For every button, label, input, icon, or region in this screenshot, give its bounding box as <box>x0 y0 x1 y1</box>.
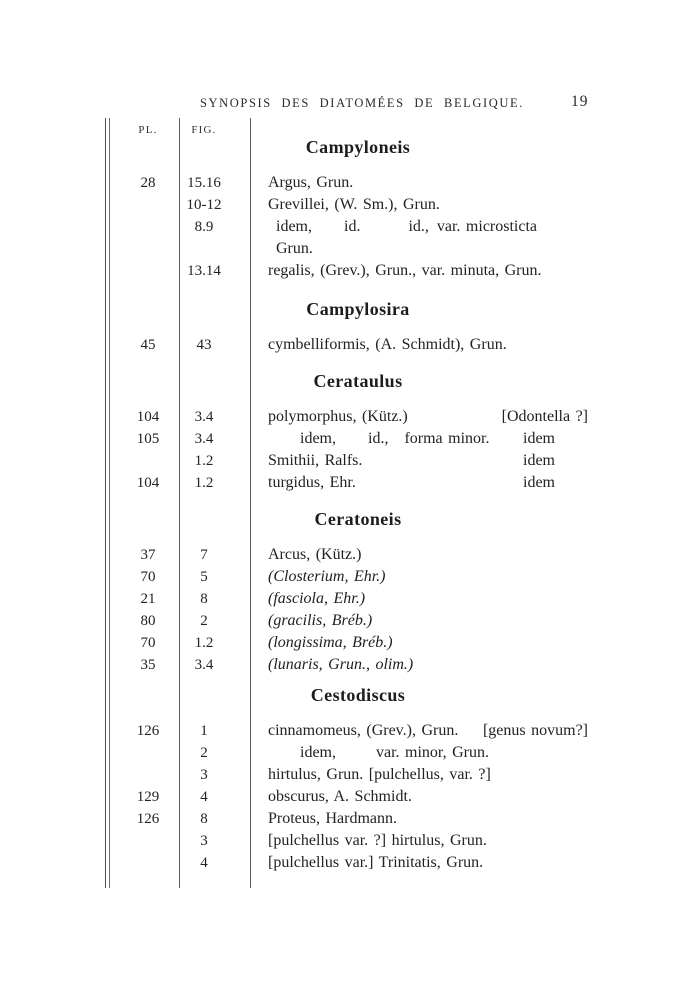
pl-cell: 126 <box>136 723 160 739</box>
table-row <box>105 194 588 216</box>
species-name: Grevillei, (W. Sm.), Grun. <box>268 196 440 213</box>
pl-cell: 70 <box>140 569 156 585</box>
pl-cell <box>105 194 179 216</box>
pl-cell: 70 <box>140 635 156 651</box>
section-cestodiscus <box>105 684 588 874</box>
pl-cell <box>105 450 179 472</box>
species-name: (Closterium, Ehr.) <box>268 568 386 585</box>
pl-cell: 35 <box>140 657 156 673</box>
species-name: idem, id. id., var. microsticta <box>268 218 538 235</box>
pl-cell <box>105 216 179 260</box>
table-row <box>105 786 588 808</box>
species-name: hirtulus, Grun. [pulchellus, var. ?] <box>268 766 491 783</box>
species-name: regalis, (Grev.), Grun., var. minuta, Grun. <box>268 262 542 279</box>
pl-cell: 80 <box>140 613 156 629</box>
fig-cell: 4 <box>200 789 208 805</box>
table-row <box>105 216 588 260</box>
genus-heading: Campyloneis <box>305 137 411 157</box>
fig-cell: 8 <box>200 811 208 827</box>
table-row <box>105 654 588 676</box>
species-cell <box>250 808 588 830</box>
species-name: idem, id., forma minor. <box>268 430 490 447</box>
fig-cell: 1.2 <box>194 635 214 651</box>
table-row <box>105 742 588 764</box>
pl-cell <box>105 764 179 786</box>
genus-heading: Cestodiscus <box>310 685 406 705</box>
species-name: Argus, Grun. <box>268 174 354 191</box>
fig-cell: 3 <box>200 767 208 783</box>
pl-cell <box>105 852 179 874</box>
pl-cell: 129 <box>136 789 160 805</box>
species-cell <box>250 720 588 742</box>
species-name: (lunaris, Grun., olim.) <box>268 656 414 673</box>
section-campylosira <box>105 298 588 356</box>
species-name: obscurus, A. Schmidt. <box>268 788 412 805</box>
species-name: Smithii, Ralfs. <box>268 452 363 469</box>
cross-reference: [genus novum?] <box>482 722 588 739</box>
pl-cell <box>105 260 179 282</box>
fig-cell: 3.4 <box>194 657 214 673</box>
table-row <box>105 852 588 874</box>
species-cell <box>250 334 588 356</box>
cross-reference: [Odontella ?] <box>501 408 588 425</box>
table-row <box>105 764 588 786</box>
fig-cell: 3 <box>200 833 208 849</box>
pl-cell: 104 <box>136 409 160 425</box>
species-name: polymorphus, (Kütz.) <box>268 408 408 425</box>
fig-cell: 8 <box>200 591 208 607</box>
table-row <box>105 450 588 472</box>
fig-cell: 8.9 <box>194 219 214 235</box>
species-name: (gracilis, Bréb.) <box>268 612 373 629</box>
pl-cell <box>105 742 179 764</box>
species-cell <box>250 194 588 216</box>
species-cell <box>250 588 588 610</box>
species-name: Proteus, Hardmann. <box>268 810 398 827</box>
species-cell <box>250 428 588 450</box>
fig-cell: 3.4 <box>194 431 214 447</box>
fig-cell: 1 <box>200 723 208 739</box>
species-cell <box>250 852 588 874</box>
species-cell <box>250 632 588 654</box>
cross-reference: idem <box>523 474 555 491</box>
column-header-pl: PL. <box>138 124 158 136</box>
fig-cell: 2 <box>200 745 208 761</box>
fig-cell: 4 <box>200 855 208 871</box>
species-cell <box>250 610 588 632</box>
cross-reference: idem <box>523 430 555 447</box>
table-row <box>105 566 588 588</box>
table-row <box>105 260 588 282</box>
fig-cell: 10-12 <box>186 197 222 213</box>
species-cell <box>250 764 588 786</box>
species-name: (fasciola, Ehr.) <box>268 590 366 607</box>
table-row <box>105 406 588 428</box>
species-cell <box>250 742 588 764</box>
pl-cell: 105 <box>136 431 160 447</box>
table-row <box>105 588 588 610</box>
genus-heading: Cerataulus <box>313 371 403 391</box>
table-row <box>105 172 588 194</box>
table-row <box>105 720 588 742</box>
pl-cell <box>105 830 179 852</box>
species-cell <box>250 830 588 852</box>
fig-cell: 5 <box>200 569 208 585</box>
section-cerataulus <box>105 370 588 494</box>
table-row <box>105 808 588 830</box>
fig-cell: 7 <box>200 547 208 563</box>
table-row <box>105 632 588 654</box>
pl-cell: 21 <box>140 591 156 607</box>
cross-reference: idem <box>523 452 555 469</box>
species-name: [pulchellus var.] Trinitatis, Grun. <box>268 854 484 871</box>
fig-cell: 43 <box>196 337 212 353</box>
fig-cell: 3.4 <box>194 409 214 425</box>
section-campyloneis <box>105 136 588 282</box>
species-name: (longissima, Bréb.) <box>268 634 393 651</box>
column-headers <box>105 124 250 136</box>
column-header-fig: FIG. <box>191 124 217 136</box>
species-cell <box>250 260 588 282</box>
genus-heading: Campylosira <box>306 299 410 319</box>
species-cell <box>250 566 588 588</box>
fig-cell: 1.2 <box>194 453 214 469</box>
genus-heading: Ceratoneis <box>314 509 402 529</box>
fig-cell: 2 <box>200 613 208 629</box>
pl-cell: 37 <box>140 547 156 563</box>
pl-cell: 104 <box>136 475 160 491</box>
section-ceratoneis <box>105 508 588 676</box>
running-head: SYNOPSIS DES DIATOMÉES DE BELGIQUE. <box>199 96 525 110</box>
fig-cell: 1.2 <box>194 475 214 491</box>
pl-cell: 126 <box>136 811 160 827</box>
table-row <box>105 334 588 356</box>
table-row <box>105 830 588 852</box>
table-row <box>105 610 588 632</box>
species-name: cymbelliformis, (A. Schmidt), Grun. <box>268 336 507 353</box>
fig-cell: 15.16 <box>187 175 221 191</box>
fig-cell: 13.14 <box>187 263 221 279</box>
table-row <box>105 544 588 566</box>
species-name: Arcus, (Kütz.) <box>268 546 362 563</box>
species-name: turgidus, Ehr. <box>268 474 356 491</box>
species-cell <box>250 544 588 566</box>
species-name: [pulchellus var. ?] hirtulus, Grun. <box>268 832 487 849</box>
pl-cell: 28 <box>140 175 156 191</box>
species-cell <box>250 654 588 676</box>
species-cell <box>250 786 588 808</box>
species-cell <box>250 472 588 494</box>
table-row <box>105 428 588 450</box>
pl-cell: 45 <box>140 337 156 353</box>
species-name-continuation: Grun. <box>268 240 313 257</box>
table-row <box>105 472 588 494</box>
species-cell <box>250 406 588 428</box>
species-cell <box>250 216 588 260</box>
species-name: idem, var. minor, Grun. <box>268 744 489 761</box>
species-name: cinnamomeus, (Grev.), Grun. <box>268 722 459 739</box>
species-cell <box>250 172 588 194</box>
species-cell <box>250 450 588 472</box>
page-number: 19 <box>571 93 589 110</box>
